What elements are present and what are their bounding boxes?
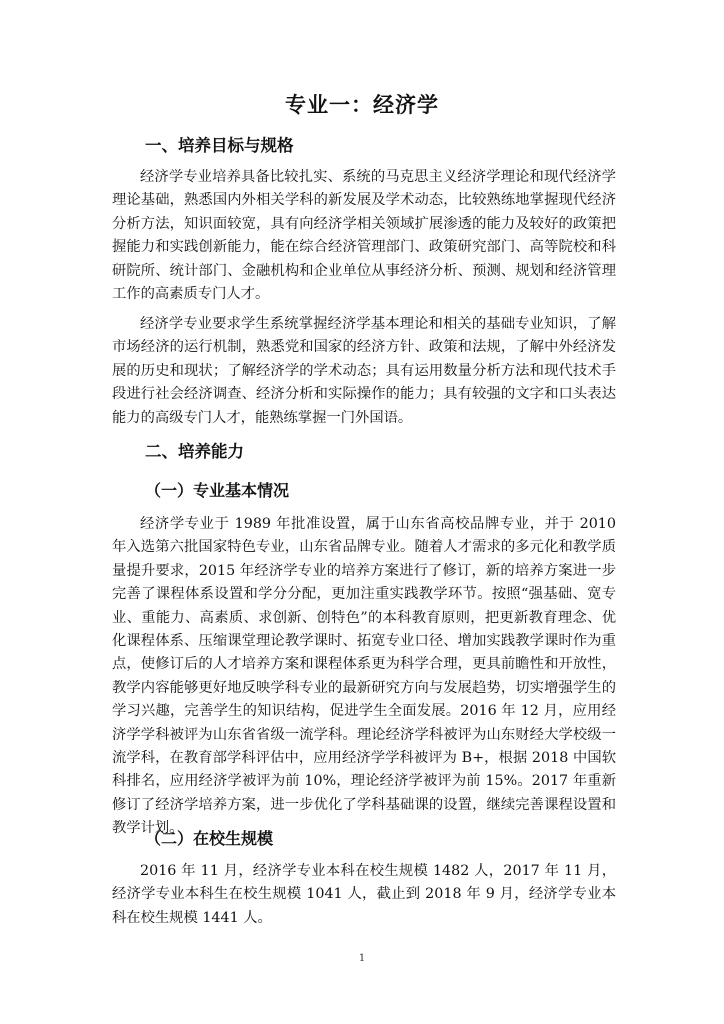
paragraph-enrollment: 2016 年 11 月，经济学专业本科在校生规模 1482 人，2017 年 11 月，经济学专业本科生在校生规模 1041 人，截止到 2018 年 9 月，经济学专业本科在校生规模 1441 人。 <box>112 863 616 926</box>
paragraph-basic-info: 经济学专业于 1989 年批准设置，属于山东省高校品牌专业，并于 2010 年入选第六批国家特色专业，山东省品牌专业。随着人才需求的多元化和教学质量提升要求，2015 年经济学专业的培养方案进行了修订，新的培养方案进一步完善了课程体系设置和学分分配，更加注重实践教学环节。按照“强基础、宽专业、重能力、高素质、求创新、创特色”的本科教育原则，把更新教育理念、优化课程体系、压缩课堂理论教学课时、拓宽专业口径、增加实践教学课时作为重点，使修订后的人才培养方案和课程体系更为科学合理，更具前瞻性和开放性，教学内容能够更好地反映学科专业的最新研究方向与发展趋势，切实增强学生的学习兴趣，完善学生的知识结构，促进学生全面发展。2016 年 12 月，应用经济学学科被评为山东省省级一流学科。理论经济学科被评为山东财经大学校级一流学科，在教育部学科评估中，应用经济学学科被评为 B+，根据 2018 中国软科排名，应用经济学被评为前 10%，理论经济学被评为前 15%。2017 年重新修订了经济学培养方案，进一步优化了学科基础课的设置，继续完善课程设置和教学计划。 <box>112 516 616 837</box>
paragraph-training-goals: 经济学专业培养具备比较扎实、系统的马克思主义经济学理论和现代经济学理论基础，熟悉国内外相关学科的新发展及学术动态，比较熟练地掌握现代经济分析方法，知识面较宽，具有向经济学相关领域扩展渗透的能力及较好的政策把握能力和实践创新能力，能在综合经济管理部门、政策研究部门、高等院校和科研院所、统计部门、金融机构和企业单位从事经济分析、预测、规划和经济管理工作的高素质专门人才。 <box>112 169 616 303</box>
page-number: 1 <box>358 953 366 964</box>
subsection-heading-basic-info: （一）专业基本情况 <box>145 481 290 500</box>
section-heading-training-goals: 一、培养目标与规格 <box>145 136 294 155</box>
paragraph-requirements: 经济学专业要求学生系统掌握经济学基本理论和相关的基础专业知识，了解市场经济的运行机制，熟悉党和国家的经济方针、政策和法规，了解中外经济发展的历史和现状；了解经济学的学术动态；具有运用数量分析方法和现代技术手段进行社会经济调查、经济分析和实际操作的能力；具有较强的文字和口头表达能力的高级专门人才，能熟练掌握一门外国语。 <box>112 316 616 426</box>
page-title: 专业一：经济学 <box>285 93 439 117</box>
section-heading-training-capacity: 二、培养能力 <box>145 442 244 461</box>
subsection-heading-enrollment: （二）在校生规模 <box>145 829 274 848</box>
